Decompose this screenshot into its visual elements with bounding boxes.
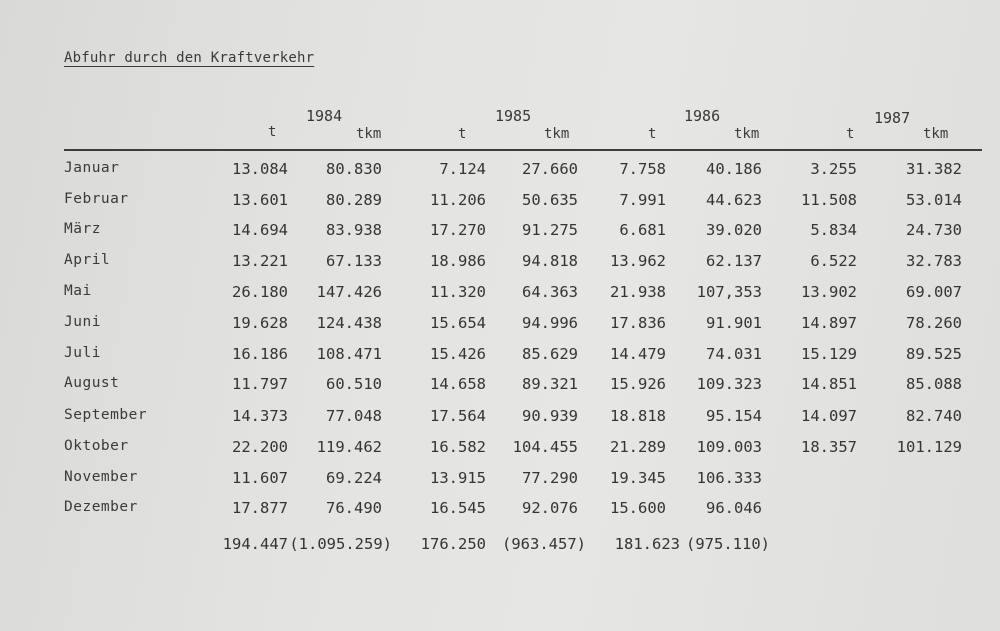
table-row	[0, 345, 1000, 369]
table-cell: 15.926	[610, 375, 666, 393]
table-cell: 17.564	[430, 407, 486, 425]
table-cell: 107,353	[696, 283, 762, 301]
table-cell: 80.830	[326, 160, 382, 178]
table-cell: 109.323	[696, 375, 762, 393]
table-cell: 21.289	[610, 438, 666, 456]
table-cell: 14.097	[801, 407, 857, 425]
table-cell: 89.321	[522, 375, 578, 393]
table-cell: 13.902	[801, 283, 857, 301]
table-cell: 90.939	[522, 407, 578, 425]
totals-row	[0, 535, 1000, 559]
table-cell: 14.658	[430, 375, 486, 393]
table-cell: 19.345	[610, 469, 666, 487]
table-cell: 14.479	[610, 345, 666, 363]
table-cell: 78.260	[906, 314, 962, 332]
table-cell: 11.797	[232, 375, 288, 393]
table-cell: 62.137	[706, 252, 762, 270]
table-cell: 15.600	[610, 499, 666, 517]
table-cell: 16.186	[232, 345, 288, 363]
month-label: November	[64, 469, 138, 485]
table-cell: 91.901	[706, 314, 762, 332]
year-1987: 1987	[874, 109, 911, 127]
table-cell: 91.275	[522, 221, 578, 239]
table-cell: 60.510	[326, 375, 382, 393]
total-cell: (963.457)	[502, 535, 586, 553]
table-cell: 11.607	[232, 469, 288, 487]
unit-tkm-1984: tkm	[356, 126, 382, 142]
unit-t-1986: t	[648, 126, 657, 142]
table-cell: 11.320	[430, 283, 486, 301]
table-cell: 13.221	[232, 252, 288, 270]
month-label: Juni	[64, 314, 101, 330]
table-cell: 13.084	[232, 160, 288, 178]
table-cell: 39.020	[706, 221, 762, 239]
table-row	[0, 469, 1000, 493]
table-cell: 18.357	[801, 438, 857, 456]
table-cell: 95.154	[706, 407, 762, 425]
document-title: Abfuhr durch den Kraftverkehr	[64, 50, 315, 66]
table-cell: 32.783	[906, 252, 962, 270]
table-row	[0, 438, 1000, 462]
month-label: April	[64, 252, 111, 268]
table-cell: 3.255	[810, 160, 857, 178]
table-cell: 94.818	[522, 252, 578, 270]
table-cell: 92.076	[522, 499, 578, 517]
table-cell: 109.003	[696, 438, 762, 456]
table-cell: 89.525	[906, 345, 962, 363]
table-cell: 6.681	[619, 221, 666, 239]
table-cell: 80.289	[326, 191, 382, 209]
total-cell: 176.250	[420, 535, 486, 553]
table-cell: 24.730	[906, 221, 962, 239]
table-row	[0, 252, 1000, 276]
table-cell: 15.129	[801, 345, 857, 363]
table-cell: 15.654	[430, 314, 486, 332]
total-cell: 194.447	[222, 535, 288, 553]
table-cell: 16.582	[430, 438, 486, 456]
table-cell: 26.180	[232, 283, 288, 301]
table-row	[0, 499, 1000, 523]
table-cell: 17.877	[232, 499, 288, 517]
year-1985: 1985	[495, 107, 532, 125]
table-cell: 13.601	[232, 191, 288, 209]
table-cell: 7.991	[619, 191, 666, 209]
table-cell: 11.508	[801, 191, 857, 209]
unit-tkm-1987: tkm	[923, 126, 949, 142]
table-row	[0, 221, 1000, 245]
table-cell: 27.660	[522, 160, 578, 178]
table-cell: 13.962	[610, 252, 666, 270]
month-label: Oktober	[64, 438, 129, 454]
table-cell: 7.758	[619, 160, 666, 178]
month-label: September	[64, 407, 148, 423]
table-cell: 14.373	[232, 407, 288, 425]
table-cell: 94.996	[522, 314, 578, 332]
table-row	[0, 314, 1000, 338]
table-cell: 6.522	[810, 252, 857, 270]
table-cell: 124.438	[316, 314, 382, 332]
table-cell: 77.048	[326, 407, 382, 425]
year-1984: 1984	[306, 107, 343, 125]
month-label: August	[64, 375, 120, 391]
table-cell: 17.270	[430, 221, 486, 239]
table-cell: 50.635	[522, 191, 578, 209]
table-cell: 85.088	[906, 375, 962, 393]
month-label: Mai	[64, 283, 92, 299]
table-cell: 108.471	[316, 345, 382, 363]
unit-t-1985: t	[458, 126, 467, 142]
table-cell: 119.462	[316, 438, 382, 456]
table-cell: 5.834	[810, 221, 857, 239]
table-cell: 104.455	[512, 438, 578, 456]
table-cell: 74.031	[706, 345, 762, 363]
total-cell: (975.110)	[686, 535, 770, 553]
month-label: März	[64, 221, 101, 237]
table-cell: 14.694	[232, 221, 288, 239]
table-cell: 18.818	[610, 407, 666, 425]
table-cell: 96.046	[706, 499, 762, 517]
table-cell: 83.938	[326, 221, 382, 239]
month-label: Juli	[64, 345, 101, 361]
table-row	[0, 375, 1000, 399]
table-cell: 18.986	[430, 252, 486, 270]
month-label: Februar	[64, 191, 129, 207]
month-label: Januar	[64, 160, 120, 176]
header-rule	[64, 149, 982, 151]
table-cell: 14.897	[801, 314, 857, 332]
table-cell: 40.186	[706, 160, 762, 178]
table-cell: 7.124	[439, 160, 486, 178]
table-cell: 14.851	[801, 375, 857, 393]
table-cell: 69.224	[326, 469, 382, 487]
table-cell: 101.129	[896, 438, 962, 456]
table-cell: 77.290	[522, 469, 578, 487]
table-cell: 15.426	[430, 345, 486, 363]
month-label: Dezember	[64, 499, 138, 515]
table-cell: 82.740	[906, 407, 962, 425]
table-row	[0, 160, 1000, 184]
table-cell: 11.206	[430, 191, 486, 209]
table-cell: 21.938	[610, 283, 666, 301]
table-cell: 17.836	[610, 314, 666, 332]
table-cell: 22.200	[232, 438, 288, 456]
total-cell: 181.623	[614, 535, 680, 553]
table-cell: 147.426	[316, 283, 382, 301]
unit-tkm-1986: tkm	[734, 126, 760, 142]
unit-t-1984: t	[268, 124, 277, 140]
year-1986: 1986	[684, 107, 721, 125]
table-cell: 67.133	[326, 252, 382, 270]
table-cell: 16.545	[430, 499, 486, 517]
table-row	[0, 283, 1000, 307]
table-cell: 106.333	[696, 469, 762, 487]
unit-t-1987: t	[846, 126, 855, 142]
table-cell: 13.915	[430, 469, 486, 487]
table-cell: 44.623	[706, 191, 762, 209]
table-cell: 76.490	[326, 499, 382, 517]
table-cell: 31.382	[906, 160, 962, 178]
table-cell: 53.014	[906, 191, 962, 209]
table-row	[0, 191, 1000, 215]
total-cell: (1.095.259)	[289, 535, 392, 553]
table-cell: 64.363	[522, 283, 578, 301]
unit-tkm-1985: tkm	[544, 126, 570, 142]
table-cell: 19.628	[232, 314, 288, 332]
table-cell: 85.629	[522, 345, 578, 363]
table-cell: 69.007	[906, 283, 962, 301]
table-row	[0, 407, 1000, 431]
